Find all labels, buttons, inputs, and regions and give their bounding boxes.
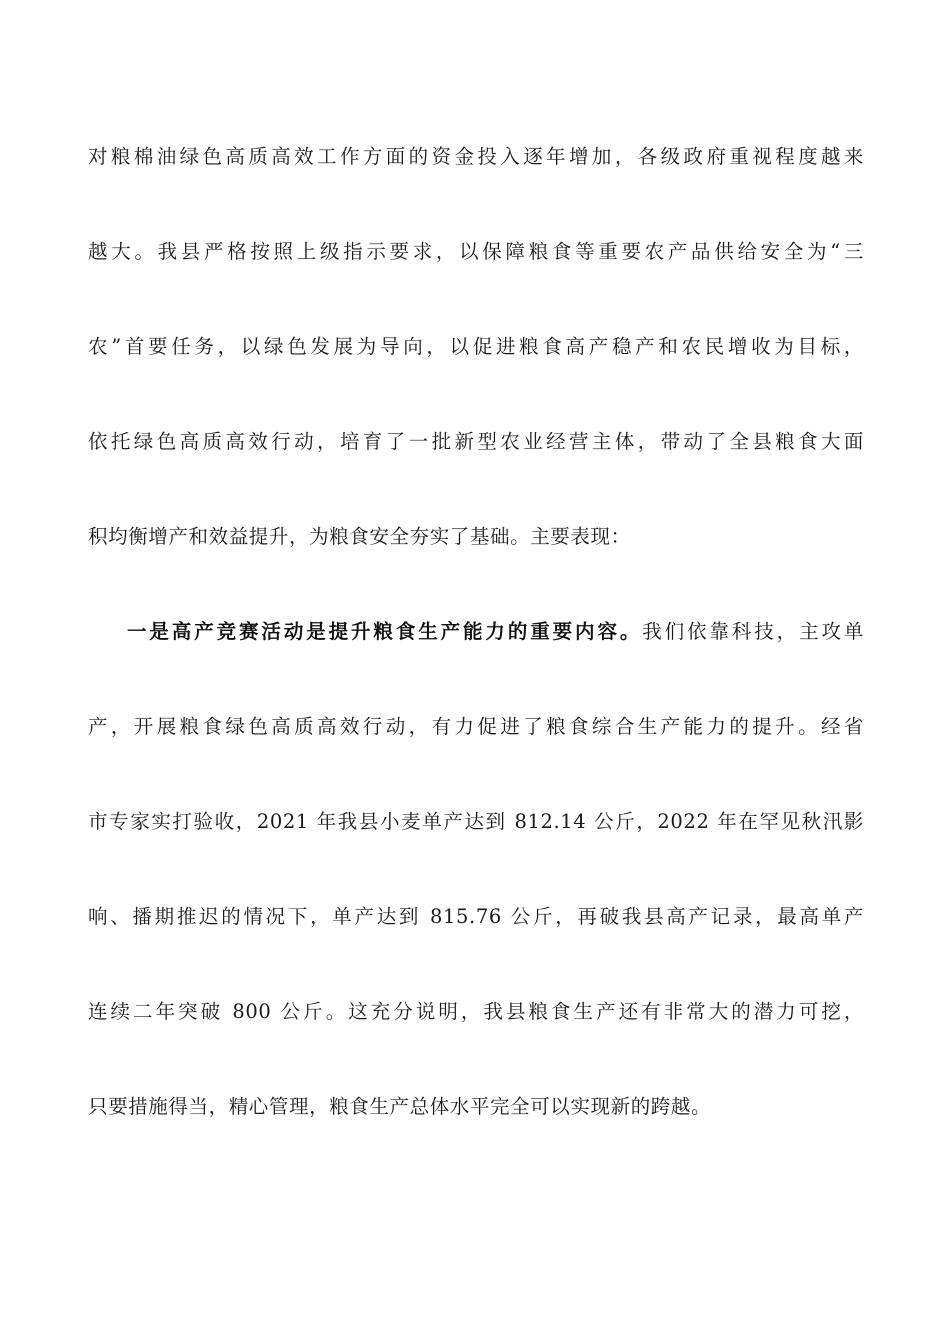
paragraph-1-line-2: 越大。我县严格按照上级指示要求，以保障粮食等重要农产品供给安全为“三 [88,240,864,263]
paragraph-2-line-3: 市专家实打验收，2021 年我县小麦单产达到 812.14 公斤，2022 年在罕见秋汛影 [88,810,864,833]
paragraph-1-line-1: 对粮棉油绿色高质高效工作方面的资金投入逐年增加，各级政府重视程度越来 [88,145,864,168]
paragraph-2-line-2: 产，开展粮食绿色高质高效行动，有力促进了粮食综合生产能力的提升。经省 [88,715,864,738]
paragraph-2-first-line-text: 我们依靠科技，主攻单 [642,620,864,643]
paragraph-2-heading: 一是高产竞赛活动是提升粮食生产能力的重要内容。 [127,620,643,643]
paragraph-2-line-6: 只要措施得当，精心管理，粮食生产总体水平完全可以实现新的跨越。 [88,1095,712,1118]
paragraph-1-line-4: 依托绿色高质高效行动，培育了一批新型农业经营主体，带动了全县粮食大面 [88,430,864,453]
paragraph-1-line-3: 农”首要任务，以绿色发展为导向，以促进粮食高产稳产和农民增收为目标， [88,335,864,358]
paragraph-2-line-4: 响、播期推迟的情况下，单产达到 815.76 公斤，再破我县高产记录，最高单产 [88,905,864,928]
paragraph-2-line-1 [127,617,864,647]
paragraph-1-line-5: 积均衡增产和效益提升，为粮食安全夯实了基础。主要表现： [88,525,631,548]
paragraph-2-line-5: 连续二年突破 800 公斤。这充分说明，我县粮食生产还有非常大的潜力可挖， [88,1000,864,1023]
